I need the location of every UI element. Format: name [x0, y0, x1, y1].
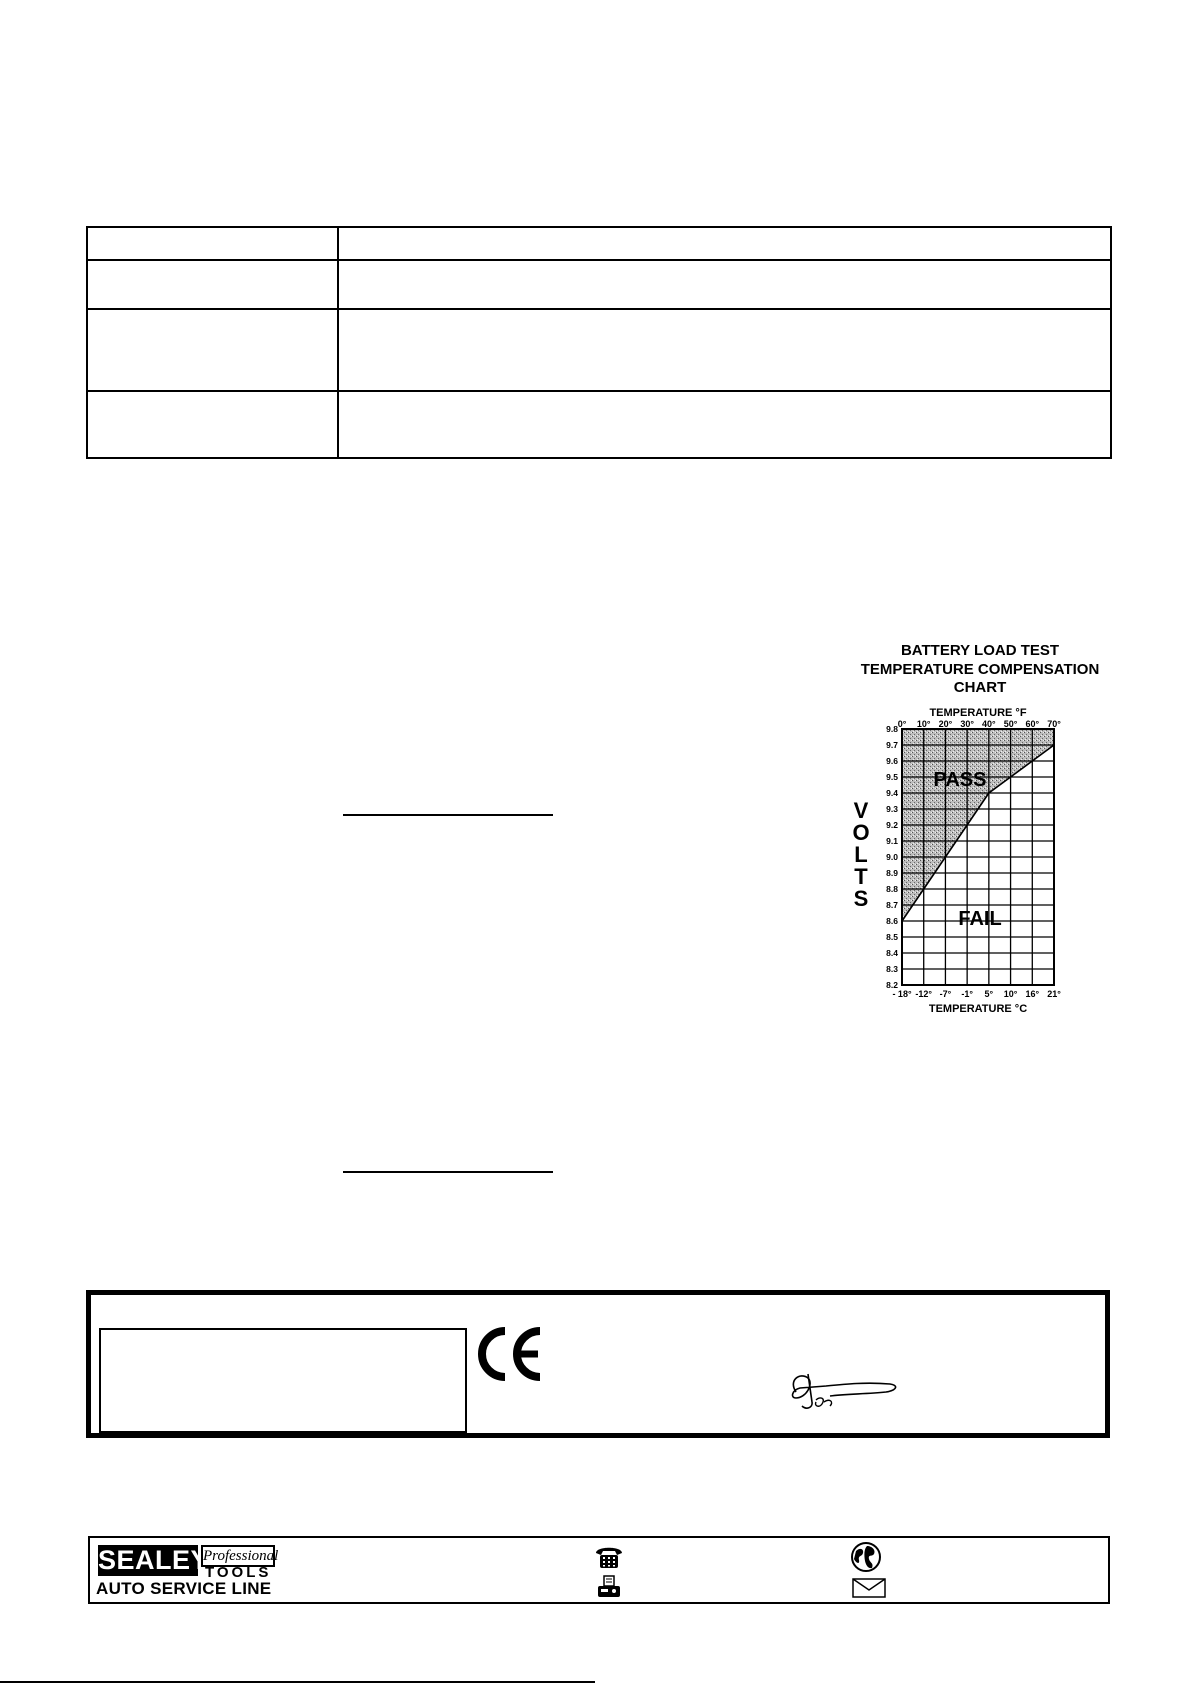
table-column-divider — [337, 228, 339, 457]
heading-underline — [343, 1171, 553, 1173]
auto-service-line: AUTO SERVICE LINE — [96, 1579, 272, 1598]
table-row — [88, 259, 1110, 310]
top-tick-label: 50° — [1003, 719, 1018, 729]
y-tick-label: 9.5 — [886, 772, 898, 782]
bottom-tick-label: -7° — [939, 989, 952, 999]
top-tick-label: 10° — [916, 719, 931, 729]
volts-letter: L — [854, 842, 868, 867]
bottom-axis-label: TEMPERATURE °C — [928, 1003, 1028, 1015]
volts-letter: S — [853, 886, 869, 911]
envelope-icon — [852, 1578, 886, 1598]
bottom-tick-label: - 18° — [892, 989, 912, 999]
y-tick-label: 9.8 — [886, 724, 898, 734]
top-tick-label: 40° — [982, 719, 996, 729]
chart-title-line: BATTERY LOAD TEST — [900, 642, 1060, 659]
heading-underline — [343, 814, 553, 816]
telephone-icon — [594, 1544, 624, 1570]
chart-plot — [840, 640, 1120, 1030]
fail-label: FAIL — [958, 908, 1002, 930]
volts-letter: O — [852, 820, 870, 845]
declaration-box — [86, 1290, 1110, 1438]
tools-text: TOOLS — [205, 1564, 272, 1581]
page-bottom-rule — [0, 1681, 595, 1683]
declaration-inner-box — [99, 1328, 467, 1433]
chart-title-line: TEMPERATURE COMPENSATION — [860, 660, 1100, 678]
y-tick-label: 8.8 — [886, 884, 898, 894]
top-tick-label: 70° — [1047, 719, 1061, 729]
bottom-tick-label: 16° — [1025, 989, 1040, 999]
y-tick-label: 8.6 — [886, 916, 898, 926]
y-tick-label: 8.5 — [886, 932, 898, 942]
bottom-tick-label: 21° — [1047, 989, 1061, 999]
y-tick-label: 8.3 — [886, 964, 898, 974]
y-tick-label: 8.7 — [886, 900, 898, 910]
table-row — [88, 228, 1110, 261]
y-tick-label: 9.0 — [886, 852, 898, 862]
globe-icon — [850, 1541, 882, 1573]
fax-icon — [596, 1574, 622, 1600]
temperature-compensation-chart — [840, 640, 1120, 1030]
signature-graphic — [786, 1368, 906, 1412]
y-tick-label: 9.1 — [886, 836, 898, 846]
y-tick-label: 9.4 — [886, 788, 898, 798]
top-tick-label: 30° — [960, 719, 974, 729]
y-tick-label: 9.3 — [886, 804, 898, 814]
top-axis-label: TEMPERATURE °F — [929, 707, 1027, 719]
y-tick-label: 8.9 — [886, 868, 898, 878]
y-tick-label: 9.6 — [886, 756, 898, 766]
top-tick-label: 20° — [938, 719, 953, 729]
top-tick-label: 60° — [1025, 719, 1040, 729]
y-tick-label: 8.4 — [886, 948, 898, 958]
top-tick-label: 0° — [897, 719, 907, 729]
sealey-logo: SEALEY — [98, 1545, 210, 1575]
volts-letter: V — [853, 798, 869, 823]
table-row — [88, 390, 1110, 459]
y-tick-label: 8.2 — [886, 980, 898, 990]
bottom-tick-label: 5° — [984, 989, 994, 999]
professional-script: Professional — [201, 1545, 275, 1567]
pass-label: PASS — [933, 769, 987, 791]
bottom-tick-label: -1° — [961, 989, 973, 999]
volts-letter: T — [854, 864, 868, 889]
specification-table — [86, 226, 1112, 459]
y-tick-label: 9.2 — [886, 820, 898, 830]
chart-title-line: CHART — [953, 679, 1007, 696]
y-tick-label: 9.7 — [886, 740, 898, 750]
table-row — [88, 308, 1110, 392]
footer-bar — [88, 1536, 1110, 1604]
bottom-tick-label: -12° — [915, 989, 933, 999]
ce-mark-icon — [476, 1325, 546, 1383]
bottom-tick-label: 10° — [1003, 989, 1018, 999]
